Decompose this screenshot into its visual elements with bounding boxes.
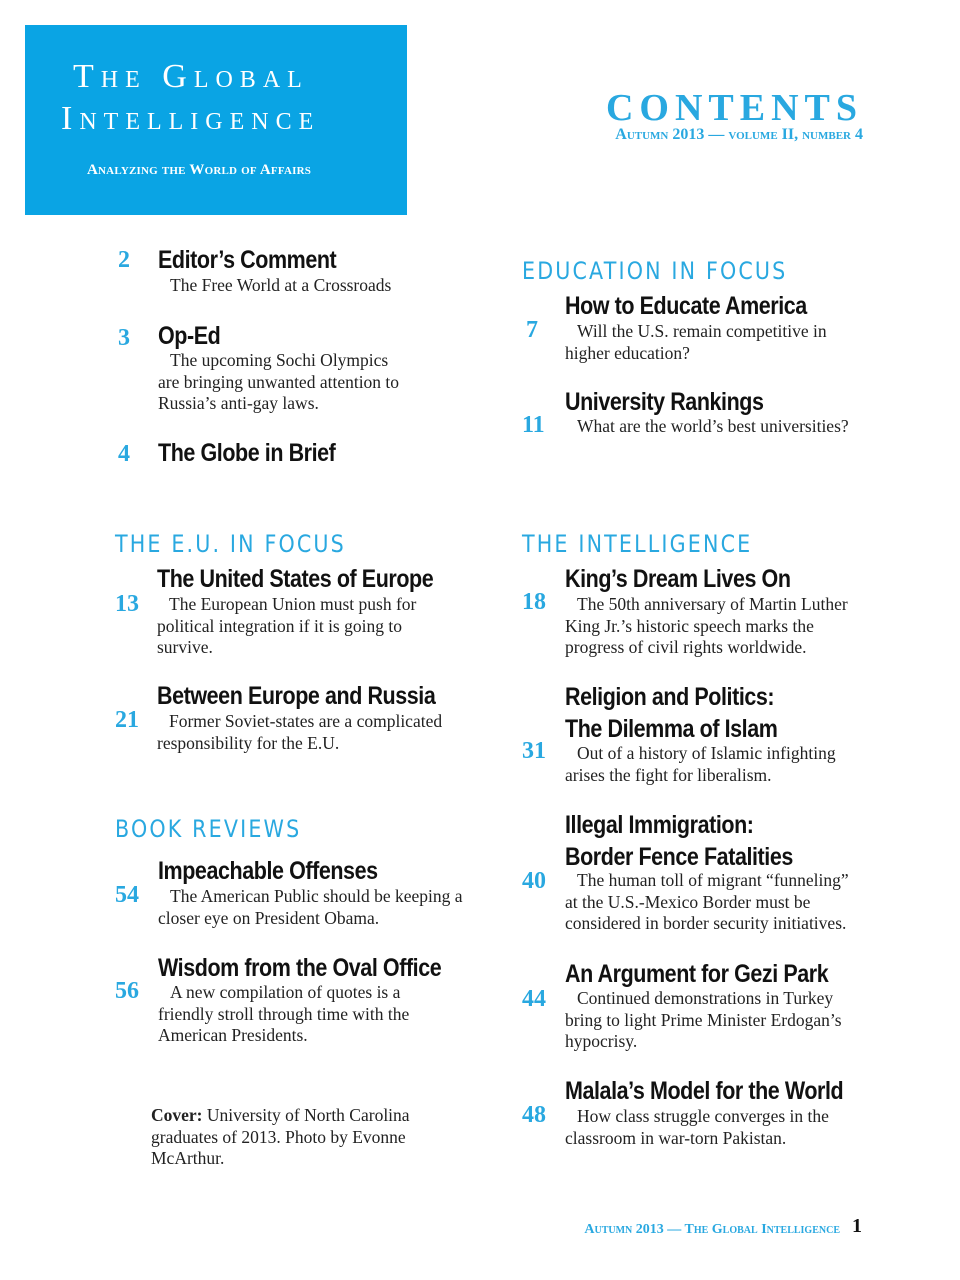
masthead <box>25 25 407 215</box>
entry-description: Will the U.S. remain competitive in higher education? <box>565 321 827 363</box>
section-heading-eu: THE E.U. IN FOCUS <box>115 530 346 558</box>
contents-title: CONTENTS <box>605 87 863 129</box>
entry-title[interactable]: Editor’s Comment <box>158 246 337 274</box>
masthead-title-line1: The Global <box>73 58 309 95</box>
masthead-title-line2: Intelligence <box>61 100 321 137</box>
section-heading-intelligence: THE INTELLIGENCE <box>522 530 753 558</box>
entry-page-number: 48 <box>522 1102 546 1128</box>
footer-running-title: Autumn 2013 — The Global Intelligence <box>584 1222 840 1237</box>
footer-page-number: 1 <box>852 1215 862 1237</box>
entry-title[interactable]: The Dilemma of Islam <box>565 715 778 743</box>
entry-page-number: 21 <box>115 707 139 733</box>
entry-title[interactable]: The United States of Europe <box>157 565 434 593</box>
masthead-subtitle: Analyzing the World of Affairs <box>87 162 312 178</box>
entry-description: The 50th anniversary of Martin Luther King Jr.’s historic speech marks the progress of civil rights worldwide. <box>565 594 848 657</box>
entry-page-number: 2 <box>118 247 130 273</box>
entry-title[interactable]: How to Educate America <box>565 292 807 320</box>
entry-description: How class struggle converges in the classroom in war-torn Pakistan. <box>565 1106 829 1148</box>
entry-description: A new compilation of quotes is a friendly stroll through time with the American Presidents. <box>158 982 410 1045</box>
entry-page-number: 3 <box>118 325 130 351</box>
entry-description: Out of a history of Islamic infighting arises the fight for liberalism. <box>565 743 836 785</box>
entry-title[interactable]: University Rankings <box>565 388 764 416</box>
entry-title[interactable]: Op-Ed <box>158 322 221 350</box>
entry-page-number: 18 <box>522 589 546 615</box>
section-heading-education: EDUCATION IN FOCUS <box>522 257 788 285</box>
entry-page-number: 54 <box>115 882 139 908</box>
entry-title[interactable]: Malala’s Model for the World <box>565 1077 844 1105</box>
entry-title[interactable]: Illegal Immigration: <box>565 811 754 839</box>
entry-page-number: 13 <box>115 591 139 617</box>
entry-description: Continued demonstrations in Turkey bring to light Prime Minister Erdogan’s hypocrisy. <box>565 988 842 1051</box>
section-heading-books: BOOK REVIEWS <box>115 815 302 843</box>
entry-title[interactable]: Religion and Politics: <box>565 683 775 711</box>
entry-title[interactable]: King’s Dream Lives On <box>565 565 791 593</box>
entry-title[interactable]: Impeachable Offenses <box>158 857 378 885</box>
entry-title[interactable]: Wisdom from the Oval Office <box>158 954 442 982</box>
entry-page-number: 31 <box>522 738 546 764</box>
entry-title[interactable]: Border Fence Fatalities <box>565 843 793 871</box>
entry-description: What are the world’s best universities? <box>577 416 849 436</box>
entry-description: The Free World at a Crossroads <box>170 275 392 295</box>
issue-line: Autumn 2013 — volume II, number 4 <box>615 126 863 143</box>
entry-description: The American Public should be keeping a closer eye on President Obama. <box>158 886 463 928</box>
entry-page-number: 44 <box>522 986 546 1012</box>
entry-page-number: 40 <box>522 868 546 894</box>
entry-page-number: 56 <box>115 978 139 1004</box>
entry-page-number: 4 <box>118 441 130 467</box>
entry-description: Former Soviet-states are a complicated responsibility for the E.U. <box>157 711 443 753</box>
entry-title[interactable]: The Globe in Brief <box>158 439 336 467</box>
entry-title[interactable]: Between Europe and Russia <box>157 682 436 710</box>
entry-page-number: 7 <box>526 317 538 343</box>
entry-title[interactable]: An Argument for Gezi Park <box>565 960 829 988</box>
entry-description: The European Union must push for political integration if it is going to survive. <box>157 594 417 657</box>
entry-page-number: 11 <box>522 412 545 438</box>
cover-text: University of North Carolina graduates of 2013. Photo by Evonne McArthur. <box>151 1105 410 1168</box>
entry-description: The upcoming Sochi Olympics are bringing unwanted attention to Russia’s anti-gay laws. <box>158 350 400 413</box>
cover-label: Cover: <box>151 1105 203 1125</box>
entry-description: The human toll of migrant “funneling” at the U.S.-Mexico Border must be considered in border security initiatives. <box>565 870 849 933</box>
cover-caption <box>151 1105 441 1170</box>
